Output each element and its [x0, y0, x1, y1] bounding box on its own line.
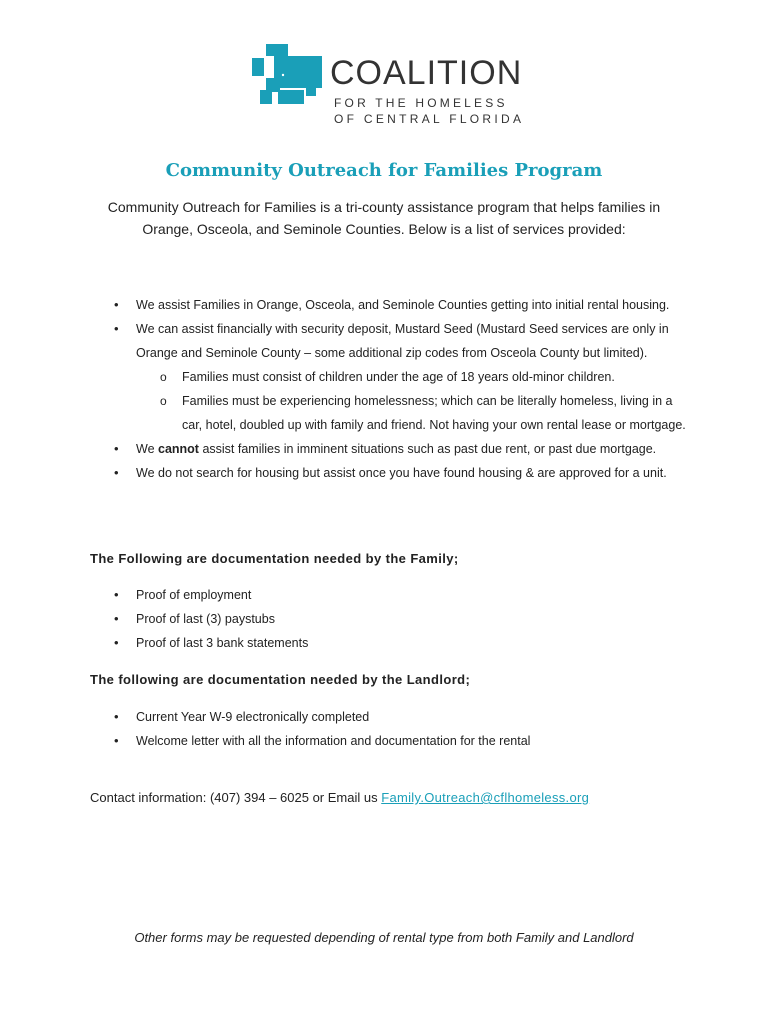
intro-paragraph: Community Outreach for Families is a tri-county assistance program that helps families in Orange, Osceola, and Seminole Counties. Below is a list of services provided:	[107, 199, 661, 237]
list-item	[112, 705, 692, 729]
service-item-3-suffix: assist families in imminent situations such as past due rent, or past due mortgage.	[198, 442, 657, 456]
eligibility-item-1: Families must consist of children under the age of 18 years old-minor children.	[182, 370, 615, 384]
list-item	[112, 317, 692, 437]
list-item	[136, 389, 692, 437]
service-item-4: We do not search for housing but assist once you have found housing & are approved for a unit.	[136, 466, 667, 480]
footer-note: Other forms may be requested depending of rental type from both Family and Landlord	[134, 930, 634, 945]
service-item-3-prefix: We	[136, 442, 158, 456]
landlord-doc-item: Current Year W-9 electronically completed	[136, 710, 370, 724]
landlord-docs-list	[112, 705, 692, 753]
logo-subtitle-line1: FOR THE HOMELESS	[334, 96, 508, 110]
list-item	[136, 365, 692, 389]
eligibility-item-2: Families must be experiencing homelessness; which can be literally homeless, living in a car, hotel, doubled up with family and friend. Not having your own rental lease or mortgage.	[182, 394, 686, 432]
list-item	[112, 461, 692, 485]
service-item-1: We assist Families in Orange, Osceola, and Seminole Counties getting into initial rental housing.	[136, 298, 670, 312]
family-doc-item: Proof of last 3 bank statements	[136, 636, 309, 650]
logo-mark-icon	[252, 44, 324, 106]
family-docs-heading: The Following are documentation needed by the Family;	[90, 551, 459, 566]
email-link[interactable]: Family.Outreach@cflhomeless.org	[381, 790, 590, 805]
list-item	[112, 293, 692, 317]
eligibility-sublist	[136, 365, 692, 437]
services-list	[112, 293, 692, 485]
organization-logo	[252, 44, 525, 128]
logo-title: COALITION	[330, 54, 523, 92]
list-item	[112, 631, 692, 655]
service-item-2: We can assist financially with security deposit, Mustard Seed (Mustard Seed services are only in Orange and Seminole County – some additional zip codes from Osceola County but limited).	[136, 322, 669, 360]
list-item	[112, 437, 692, 461]
contact-line	[90, 790, 589, 805]
logo-subtitle-line2: OF CENTRAL FLORIDA	[334, 112, 525, 126]
list-item	[112, 583, 692, 607]
list-item	[112, 607, 692, 631]
family-docs-list	[112, 583, 692, 655]
family-doc-item: Proof of last (3) paystubs	[136, 612, 275, 626]
service-item-3-emphasis: cannot	[158, 442, 199, 456]
list-item	[112, 729, 692, 753]
page-title: Community Outreach for Families Program	[165, 160, 603, 181]
landlord-doc-item: Welcome letter with all the information and documentation for the rental	[136, 734, 531, 748]
contact-text: Contact information: (407) 394 – 6025 or Email us	[90, 790, 382, 805]
family-doc-item: Proof of employment	[136, 588, 252, 602]
landlord-docs-heading: The following are documentation needed by the Landlord;	[90, 672, 471, 687]
